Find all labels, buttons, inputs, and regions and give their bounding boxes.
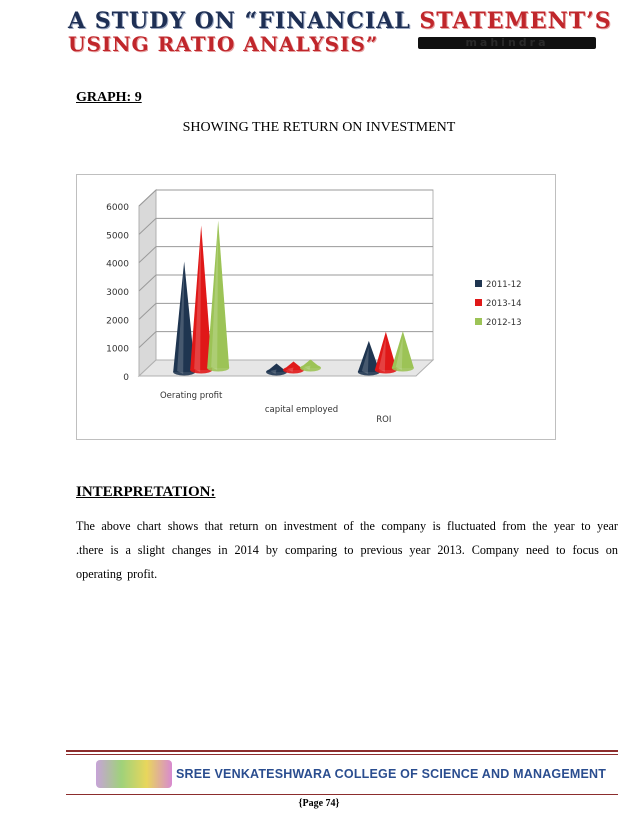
y-tick-label: 4000 bbox=[106, 259, 129, 270]
legend-swatch bbox=[475, 299, 482, 306]
graph-title: GRAPH: 9 bbox=[76, 90, 142, 105]
x-category-label: capital employed bbox=[264, 405, 339, 415]
footer-rule-bottom bbox=[66, 794, 618, 795]
college-name: SREE VENKATESHWARA COLLEGE OF SCIENCE AND MANAGEMENT bbox=[176, 767, 607, 781]
interpretation-title: INTERPRETATION: bbox=[76, 484, 216, 500]
footer-rule-thin bbox=[66, 754, 618, 755]
legend-label: 2013-14 bbox=[486, 299, 522, 309]
legend-label: 2012-13 bbox=[486, 318, 522, 328]
header-title-part-a: A STUDY ON “FINANCIAL bbox=[68, 8, 411, 34]
header-title-line2: USING RATIO ANALYSIS” bbox=[68, 32, 379, 56]
legend-label: 2011-12 bbox=[486, 280, 522, 290]
page-number: {Page 74} bbox=[298, 798, 340, 809]
y-tick-label: 2000 bbox=[106, 316, 129, 327]
chart-container bbox=[76, 174, 556, 445]
x-category-label: Oerating profit bbox=[159, 391, 223, 401]
y-tick-label: 6000 bbox=[106, 203, 129, 213]
x-category-label: ROI bbox=[376, 415, 392, 425]
y-tick-label: 0 bbox=[123, 373, 129, 383]
legend-swatch bbox=[475, 280, 482, 287]
legend-swatch bbox=[475, 318, 482, 325]
logo-text: mahindra bbox=[465, 37, 549, 49]
y-tick-label: 5000 bbox=[106, 231, 129, 242]
roi-chart bbox=[76, 174, 556, 440]
mahindra-logo bbox=[418, 37, 596, 49]
page-header bbox=[0, 0, 638, 62]
footer-rule bbox=[66, 750, 618, 752]
chart-subtitle: SHOWING THE RETURN ON INVESTMENT bbox=[182, 120, 456, 135]
header-title-line1 bbox=[68, 8, 612, 34]
y-tick-label: 1000 bbox=[106, 344, 129, 355]
header-title-part-b: STATEMENT’S bbox=[419, 8, 612, 34]
interpretation-text: The above chart shows that return on investment of the company is fluctuated from the year to year .there is a slight changes in 2014 by comparing to previous year 2013. Company need to focus on operating profit. bbox=[76, 519, 618, 581]
college-logo bbox=[96, 760, 172, 788]
y-tick-label: 3000 bbox=[106, 288, 129, 298]
